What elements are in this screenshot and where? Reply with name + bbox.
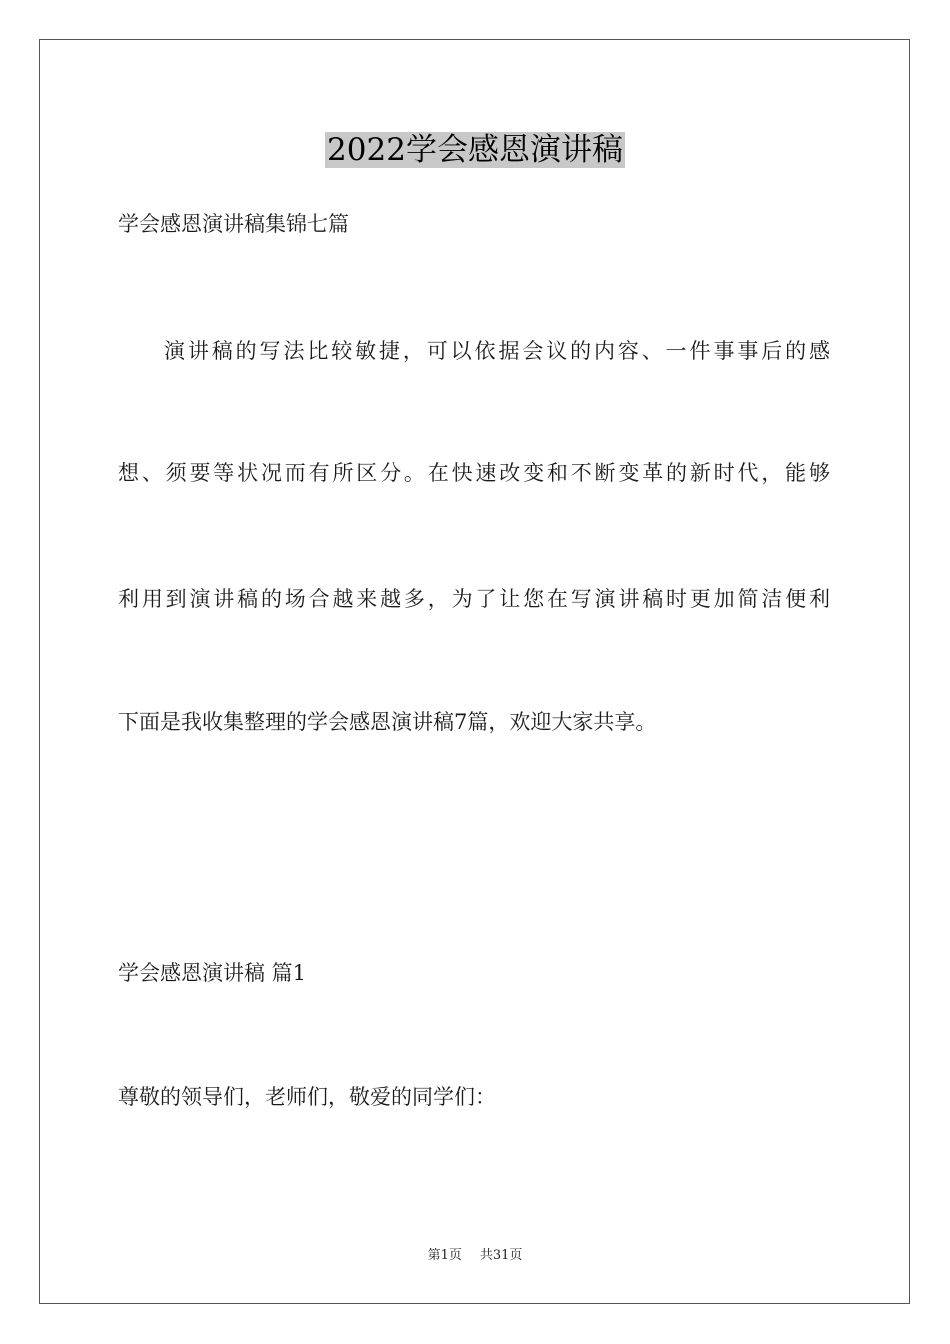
intro-line-1: 演讲稿的写法比较敏捷，可以依据会议的内容、一件事事后的感 xyxy=(164,339,830,363)
section-heading: 学会感恩演讲稿 篇1 xyxy=(118,961,307,985)
page-total: 共31页 xyxy=(479,1248,523,1263)
title-text: 2022学会感恩演讲稿 xyxy=(327,132,623,168)
document-title xyxy=(0,128,950,172)
intro-line-3: 利用到演讲稿的场合越来越多，为了让您在写演讲稿时更加简洁便利 xyxy=(118,587,830,611)
page-number: 第1页 xyxy=(427,1248,462,1263)
greeting-line: 尊敬的领导们，老师们，敬爱的同学们： xyxy=(118,1085,496,1109)
intro-line-4: 下面是我收集整理的学会感恩演讲稿7篇，欢迎大家共享。 xyxy=(118,710,657,734)
intro-line-2: 想、须要等状况而有所区分。在快速改变和不断变革的新时代，能够 xyxy=(118,461,830,485)
document-subtitle: 学会感恩演讲稿集锦七篇 xyxy=(118,212,349,236)
page-footer xyxy=(0,1247,950,1265)
